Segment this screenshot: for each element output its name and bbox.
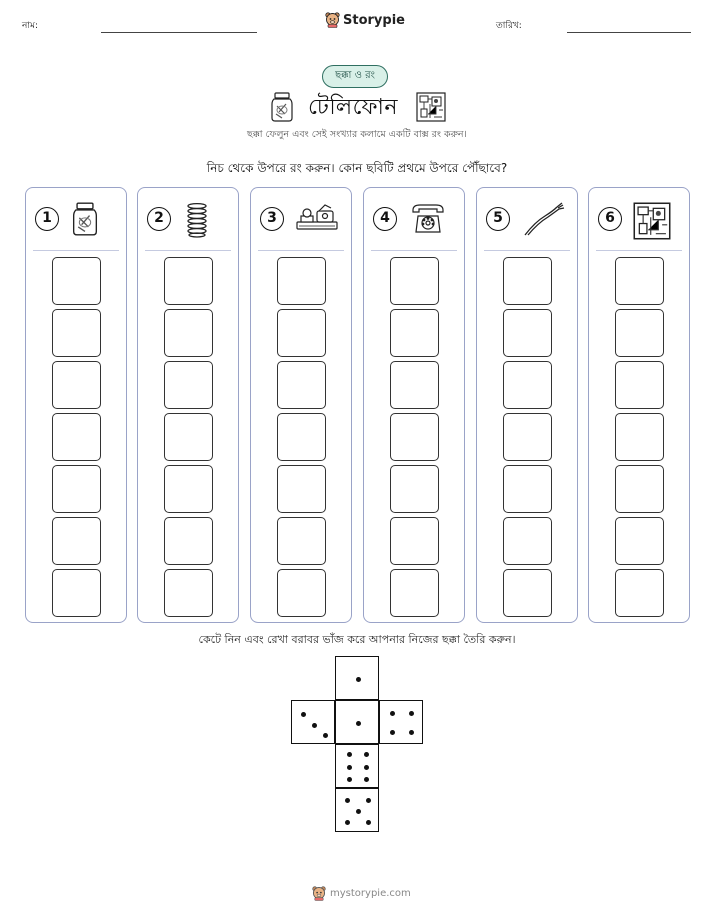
color-box[interactable] (503, 309, 552, 357)
color-box[interactable] (390, 257, 439, 305)
cable-wire-icon (521, 202, 565, 240)
date-field-line[interactable] (567, 32, 691, 33)
die-face-3 (291, 700, 335, 744)
date-label: তারিখ: (496, 21, 522, 31)
spring-coil-icon (182, 202, 212, 242)
color-box[interactable] (390, 413, 439, 461)
color-box[interactable] (277, 309, 326, 357)
color-box[interactable] (503, 569, 552, 617)
footer-url[interactable]: mystorypie.com (330, 888, 411, 899)
die-pip (364, 765, 369, 770)
die-face-6 (335, 744, 379, 788)
column-1 (25, 187, 127, 623)
color-box[interactable] (277, 569, 326, 617)
color-box[interactable] (615, 569, 664, 617)
die-pip (312, 723, 317, 728)
activity-badge: ছক্কা ও রং (322, 65, 388, 88)
die-face-1 (335, 700, 379, 744)
color-box[interactable] (164, 569, 213, 617)
die-pip (356, 677, 361, 682)
subtitle: ছক্কা ফেলুন এবং সেই সংখ্যার কলামে একটি বাক্স রং করুন। (247, 129, 467, 140)
page-header (0, 0, 714, 40)
color-box[interactable] (390, 361, 439, 409)
color-box[interactable] (277, 361, 326, 409)
color-box[interactable] (390, 465, 439, 513)
color-box[interactable] (390, 309, 439, 357)
color-box[interactable] (615, 413, 664, 461)
column-divider (596, 250, 682, 251)
column-header (364, 188, 464, 250)
column-number: 3 (260, 207, 284, 231)
die-pip (347, 765, 352, 770)
die-face-4 (379, 700, 423, 744)
telegraph-machine-icon (295, 202, 339, 236)
cut-instruction: কেটে নিন এবং রেখা বরাবর ভাঁজ করে আপনার নিজের ছক্কা তৈরি করুন। (198, 633, 516, 646)
die-pip (323, 733, 328, 738)
die-pip (356, 721, 361, 726)
column-5 (476, 187, 578, 623)
die-face-5 (335, 788, 379, 832)
column-header (589, 188, 689, 250)
column-divider (371, 250, 457, 251)
instruction-text: নিচ থেকে উপরে রং করুন। কোন ছবিটি প্রথমে উপরে পৌঁছাবে? (206, 161, 508, 175)
die-pip (356, 809, 361, 814)
color-box[interactable] (52, 361, 101, 409)
die-face-1 (335, 656, 379, 700)
color-box[interactable] (277, 517, 326, 565)
die-pip (390, 711, 395, 716)
column-number: 6 (598, 207, 622, 231)
color-box[interactable] (277, 413, 326, 461)
color-box[interactable] (390, 569, 439, 617)
column-number: 1 (35, 207, 59, 231)
die-pip (364, 752, 369, 757)
color-box[interactable] (615, 465, 664, 513)
color-box[interactable] (52, 517, 101, 565)
name-label: নাম: (22, 21, 39, 31)
color-box[interactable] (503, 465, 552, 513)
color-box[interactable] (164, 309, 213, 357)
color-box[interactable] (615, 361, 664, 409)
color-box[interactable] (503, 517, 552, 565)
bear-mascot-icon (312, 886, 326, 901)
color-box[interactable] (503, 257, 552, 305)
column-6 (588, 187, 690, 623)
die-pip (347, 752, 352, 757)
color-box[interactable] (164, 413, 213, 461)
column-2 (137, 187, 239, 623)
color-box[interactable] (277, 465, 326, 513)
column-header (26, 188, 126, 250)
color-box[interactable] (52, 569, 101, 617)
column-header (251, 188, 351, 250)
color-box[interactable] (615, 309, 664, 357)
circuit-board-icon (633, 202, 671, 244)
color-box[interactable] (52, 413, 101, 461)
color-box[interactable] (164, 465, 213, 513)
die-pip (366, 798, 371, 803)
die-pip (409, 730, 414, 735)
column-number: 4 (373, 207, 397, 231)
rotary-telephone-icon (408, 202, 448, 238)
column-header (477, 188, 577, 250)
column-number: 2 (147, 207, 171, 231)
color-box[interactable] (52, 465, 101, 513)
die-pip (366, 820, 371, 825)
color-box[interactable] (615, 517, 664, 565)
bear-mascot-icon (325, 12, 340, 28)
page-title: টেলিফোন (308, 95, 399, 120)
column-header (138, 188, 238, 250)
die-pip (409, 711, 414, 716)
color-box[interactable] (52, 309, 101, 357)
die-pip (345, 820, 350, 825)
color-box[interactable] (52, 257, 101, 305)
die-pip (364, 777, 369, 782)
jar-icon (270, 92, 294, 126)
column-divider (33, 250, 119, 251)
color-box[interactable] (615, 257, 664, 305)
color-box[interactable] (164, 517, 213, 565)
column-number: 5 (486, 207, 510, 231)
title-row (0, 90, 714, 122)
die-pip (301, 712, 306, 717)
color-box[interactable] (164, 361, 213, 409)
brand-logo (325, 12, 405, 28)
color-box[interactable] (390, 517, 439, 565)
column-4 (363, 187, 465, 623)
die-pip (347, 777, 352, 782)
column-3 (250, 187, 352, 623)
jar-icon (70, 202, 100, 240)
color-box[interactable] (503, 413, 552, 461)
color-box[interactable] (164, 257, 213, 305)
circuit-board-icon (416, 92, 446, 126)
column-divider (484, 250, 570, 251)
page-footer (0, 886, 714, 906)
name-field-line[interactable] (101, 32, 257, 33)
color-box[interactable] (503, 361, 552, 409)
die-pip (345, 798, 350, 803)
color-box[interactable] (277, 257, 326, 305)
column-divider (258, 250, 344, 251)
die-pip (390, 730, 395, 735)
brand-name: Storypie (343, 12, 405, 28)
column-divider (145, 250, 231, 251)
